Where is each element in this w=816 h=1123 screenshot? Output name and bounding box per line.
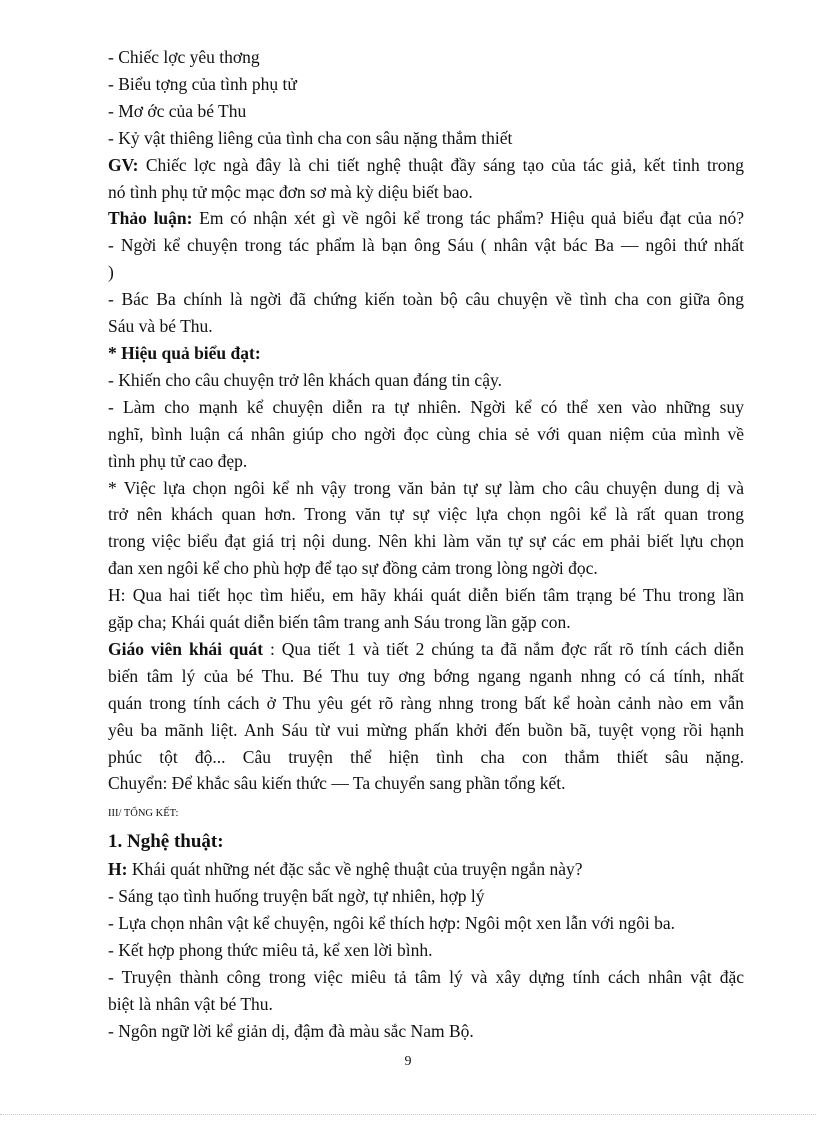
text-line bbox=[108, 991, 744, 1018]
text-line bbox=[108, 828, 744, 856]
text-line bbox=[108, 71, 744, 98]
line-text: - Ngời kể chuyện trong tác phẩm là bạn ông Sáu ( nhân vật bác Ba — ngôi thứ nhất bbox=[108, 235, 744, 256]
text-line bbox=[108, 797, 744, 828]
bold-label: Thảo luận: bbox=[108, 208, 193, 229]
line-text: Chiếc lợc ngà đây là chi tiết nghệ thuật đầy sáng tạo của tác giả, kết tinh trong bbox=[138, 154, 744, 175]
text-line bbox=[108, 910, 744, 937]
line-text: đan xen ngôi kể cho phù hợp để tạo sự đồng cảm trong lòng ngời đọc. bbox=[108, 558, 598, 579]
line-text: - Ngôn ngữ lời kể giản dị, đậm đà màu sắc Nam Bộ. bbox=[108, 1020, 474, 1041]
line-text: trở nên khách quan hơn. Trong văn tự sự việc lựa chọn ngôi kể là rất quan trong bbox=[108, 504, 744, 525]
text-line bbox=[108, 856, 744, 883]
document-body bbox=[108, 44, 744, 1045]
line-text: - Biểu tợng của tình phụ tử bbox=[108, 73, 297, 94]
line-text: phúc tột độ... Câu truyện thể hiện tình cha con thắm thiết sâu nặng. bbox=[108, 746, 744, 767]
text-line bbox=[108, 152, 744, 179]
text-line bbox=[108, 340, 744, 367]
line-text: - Kết hợp phong thức miêu tả, kể xen lời bình. bbox=[108, 939, 433, 960]
line-text: ) bbox=[108, 262, 114, 283]
text-line bbox=[108, 744, 744, 771]
line-text: tình phụ tử cao đẹp. bbox=[108, 450, 248, 471]
line-text: nghĩ, bình luận cá nhân giúp cho ngời đọc cùng chia sẻ với quan niệm của mình về bbox=[108, 423, 744, 444]
text-line bbox=[108, 475, 744, 502]
line-text: - Sáng tạo tình huống truyện bất ngờ, tự nhiên, hợp lý bbox=[108, 886, 485, 907]
line-text: Em có nhận xét gì về ngôi kể trong tác phẩm? Hiệu quả biểu đạt của nó? bbox=[192, 208, 745, 229]
text-line bbox=[108, 367, 744, 394]
line-text: - Chiếc lợc yêu thơng bbox=[108, 47, 260, 67]
text-line bbox=[108, 286, 744, 313]
line-text: - Làm cho mạnh kể chuyện diễn ra tự nhiên. Ngời kể có thể xen vào những suy bbox=[108, 396, 744, 417]
text-line bbox=[108, 44, 744, 71]
text-line bbox=[108, 313, 744, 340]
line-text: - Bác Ba chính là ngời đã chứng kiến toàn bộ câu chuyện về tình cha con giữa ông bbox=[108, 289, 744, 310]
line-text: Sáu và bé Thu. bbox=[108, 316, 213, 337]
text-line bbox=[108, 205, 744, 232]
text-line bbox=[108, 717, 744, 744]
text-line bbox=[108, 421, 744, 448]
bold-label: GV: bbox=[108, 154, 139, 175]
text-line bbox=[108, 232, 744, 259]
text-line bbox=[108, 179, 744, 206]
line-text: quán trong tính cách ở Thu yêu gét rõ ràng nhng trong bất kể hoàn cảnh nào em vẫn bbox=[108, 692, 744, 713]
line-text: - Lựa chọn nhân vật kể chuyện, ngôi kể thích hợp: Ngôi một xen lẫn với ngôi ba. bbox=[108, 913, 675, 933]
subsection-heading: 1. Nghệ thuật: bbox=[108, 831, 224, 853]
text-line bbox=[108, 125, 744, 152]
line-text: Chuyển: Để khắc sâu kiến thức — Ta chuyển sang phần tổng kết. bbox=[108, 773, 566, 794]
text-line bbox=[108, 964, 744, 991]
text-line bbox=[108, 555, 744, 582]
text-line bbox=[108, 883, 744, 910]
line-text: gặp cha; Khái quát diễn biến tâm trang anh Sáu trong lần gặp con. bbox=[108, 612, 571, 633]
line-text: * Việc lựa chọn ngôi kể nh vậy trong văn bản tự sự làm cho câu chuyện dung dị và bbox=[108, 477, 744, 498]
page-border-dotted bbox=[0, 1114, 816, 1115]
line-text: - Truyện thành công trong việc miêu tả tâm lý và xây dựng tính cách nhân vật đặc bbox=[108, 966, 744, 987]
text-line bbox=[108, 582, 744, 609]
line-text: - Kỷ vật thiêng liêng của tình cha con sâu nặng thắm thiết bbox=[108, 127, 513, 148]
line-text: biệt là nhân vật bé Thu. bbox=[108, 993, 273, 1014]
text-line bbox=[108, 259, 744, 286]
line-text: nó tình phụ tử mộc mạc đơn sơ mà kỳ diệu biết bao. bbox=[108, 181, 473, 202]
text-line bbox=[108, 394, 744, 421]
text-line bbox=[108, 690, 744, 717]
line-text: - Khiến cho câu chuyện trở lên khách quan đáng tin cậy. bbox=[108, 369, 502, 390]
line-text: : Qua tiết 1 và tiết 2 chúng ta đã nắm đợc rất rõ tính cách diễn bbox=[263, 638, 744, 659]
bold-label: * Hiệu quả biểu đạt: bbox=[108, 342, 261, 363]
text-line bbox=[108, 448, 744, 475]
text-line bbox=[108, 770, 744, 797]
line-text: biến tâm lý của bé Thu. Bé Thu tuy ơng bớng ngang nganh nhng có cá tính, nhất bbox=[108, 665, 744, 686]
text-line bbox=[108, 636, 744, 663]
text-line bbox=[108, 98, 744, 125]
text-line bbox=[108, 1018, 744, 1045]
bold-label: H: bbox=[108, 859, 128, 880]
line-text: Khái quát những nét đặc sắc về nghệ thuật của truyện ngắn này? bbox=[127, 859, 583, 880]
line-text: - Mơ ớc của bé Thu bbox=[108, 100, 247, 121]
text-line bbox=[108, 663, 744, 690]
text-line bbox=[108, 937, 744, 964]
line-text: H: Qua hai tiết học tìm hiểu, em hãy khái quát diễn biến tâm trạng bé Thu trong lần bbox=[108, 585, 744, 606]
line-text: yêu ba mãnh liệt. Anh Sáu từ vui mừng phấn khởi đến buồn bã, tuyệt vọng rồi hạnh bbox=[108, 719, 744, 740]
text-line bbox=[108, 528, 744, 555]
page-number: 9 bbox=[404, 1054, 412, 1069]
text-line bbox=[108, 609, 744, 636]
text-line bbox=[108, 501, 744, 528]
section-heading: III/ TỔNG KẾT: bbox=[108, 808, 179, 820]
line-text: trong việc biểu đạt giá trị nội dung. Nên khi làm văn tự sự các em phải biết lựu chọn bbox=[108, 531, 744, 552]
bold-label: Giáo viên khái quát bbox=[108, 638, 264, 659]
